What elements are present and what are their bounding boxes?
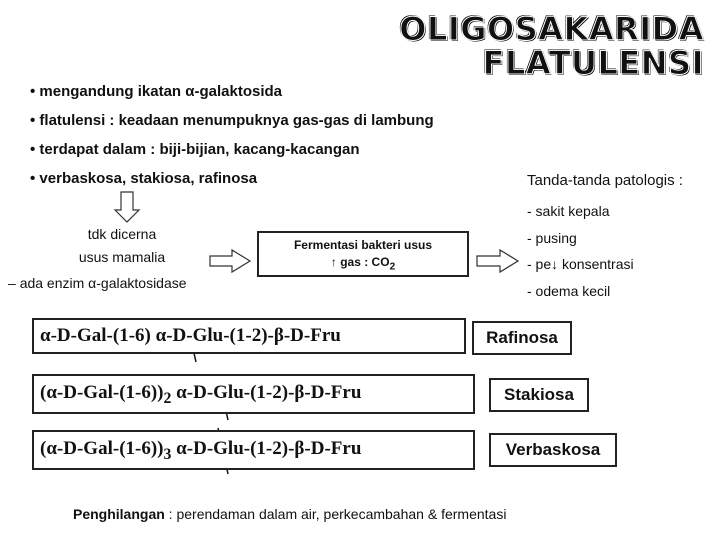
fermentation-title: Fermentasi bakteri usus [293, 238, 433, 252]
formula-left: α-D-Gal-(1-6) [40, 325, 151, 346]
title-line-2: FLATULENSI [482, 44, 704, 82]
bullet-item: • verbaskosa, stakiosa, rafinosa [30, 170, 258, 187]
formula-left: (α-D-Gal-(1-6)) [40, 382, 164, 403]
bullet-item: • terdapat dalam : biji-bijian, kacang-kacangan [30, 141, 360, 158]
fermentation-box [257, 231, 469, 277]
pathology-item: - pusing [527, 229, 577, 246]
right-arrow-icon [477, 250, 518, 272]
mammal-gut-text: usus mamalia [78, 249, 166, 265]
bullet-item: • flatulensi : keadaan menumpuknya gas-gas di lambung [30, 112, 434, 129]
pathology-item: - pe↓ konsentrasi [527, 256, 634, 272]
fermentation-gas [259, 254, 467, 275]
footer-note [73, 506, 506, 522]
not-digested-text: tdk dicerna [87, 226, 157, 242]
formula-right: α-D-Glu-(1-2)-β-D-Fru [176, 438, 362, 459]
pathology-item: - sakit kepala [527, 203, 610, 219]
label-rafinosa: Rafinosa [472, 321, 572, 355]
formula-subscript: 3 [163, 445, 172, 463]
title-line-1: OLIGOSAKARIDA [399, 10, 704, 48]
bullet-item: • mengandung ikatan α-galaktosida [30, 83, 283, 100]
footer-label: Penghilangan [73, 506, 165, 522]
formula-left: (α-D-Gal-(1-6)) [40, 438, 164, 459]
label-stakiosa: Stakiosa [489, 378, 589, 412]
formula-subscript: 2 [163, 389, 172, 407]
gas-subscript: 2 [389, 261, 396, 273]
down-arrow-icon [115, 192, 139, 222]
formula-box-stakiosa [32, 374, 475, 414]
formula-right: α-D-Glu-(1-2)-β-D-Fru [155, 325, 341, 346]
label-verbaskosa: Verbaskosa [489, 433, 617, 467]
dash-mark: – [8, 275, 16, 291]
footer-text: : perendaman dalam air, perkecambahan & fermentasi [164, 506, 507, 522]
right-arrow-icon [210, 250, 250, 272]
formula-box-rafinosa [32, 318, 466, 354]
enzyme-text [8, 275, 187, 291]
formula-right: α-D-Glu-(1-2)-β-D-Fru [176, 382, 362, 403]
pathology-title: Tanda-tanda patologis : [527, 172, 683, 189]
formula-box-verbaskosa [32, 430, 475, 470]
gas-label: ↑ gas : CO [330, 255, 390, 269]
pathology-item: - odema kecil [527, 282, 611, 299]
enzyme-label: ada enzim α-galaktosidase [19, 275, 187, 291]
pathology-list [527, 198, 634, 304]
